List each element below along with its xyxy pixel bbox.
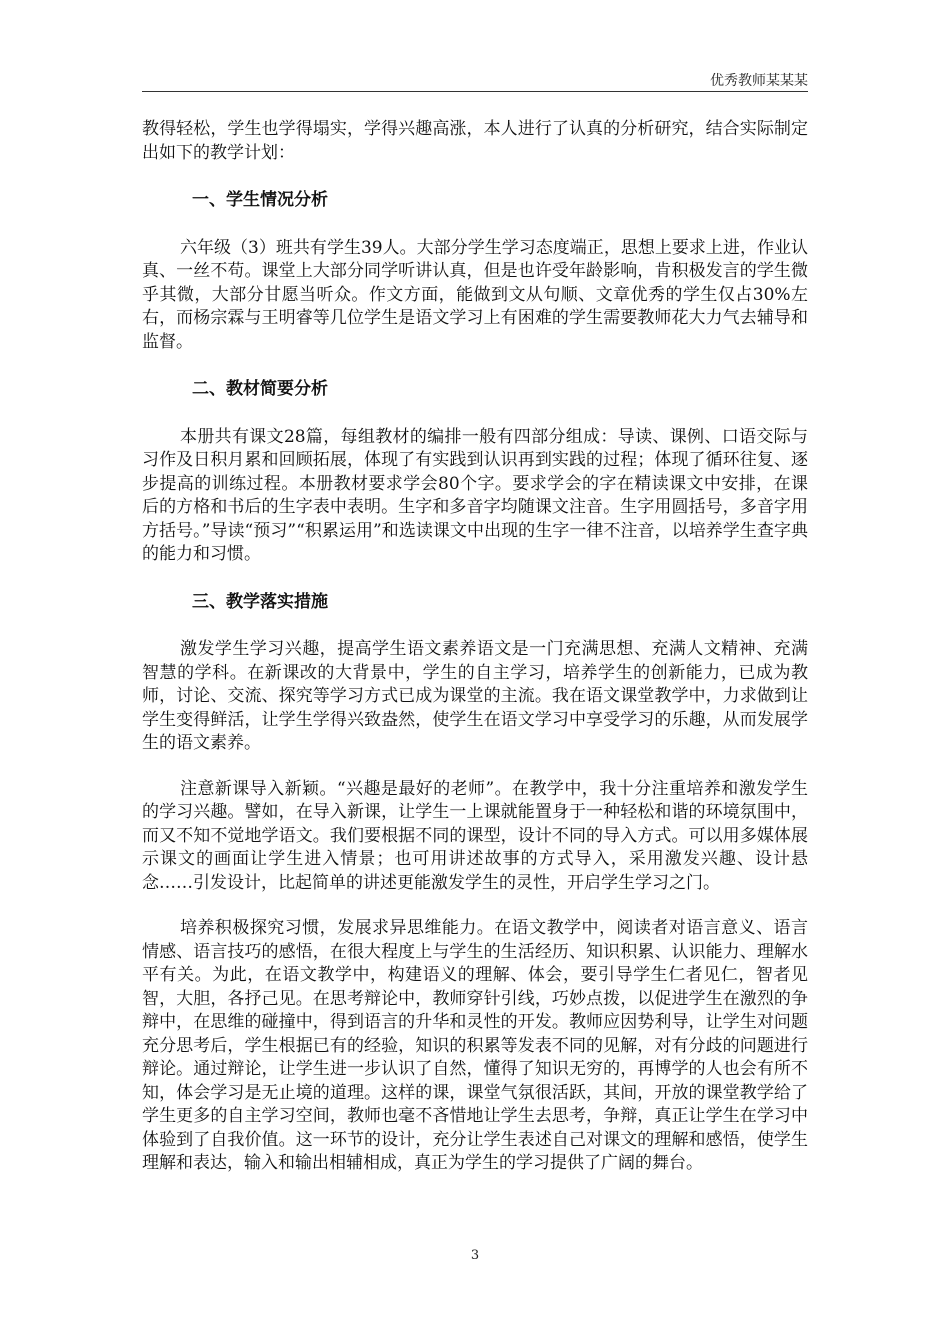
paragraph-interest: 激发学生学习兴趣，提高学生语文素养语文是一门充满思想、充满人文精神、充满智慧的学科。在新课改的大背景中，学生的自主学习，培养学生的创新能力，已成为教师，讨论、交流、探究等学习方式已成为课堂的主流。我在语文课堂教学中，力求做到让学生变得鲜活，让学生学得兴致盎然，使学生在语文学习中享受学习的乐趣，从而发展学生的语文素养。 [142, 639, 808, 753]
paragraph-inquiry-habits: 培养积极探究习惯，发展求异思维能力。在语文教学中，阅读者对语言意义、语言情感、语言技巧的感悟，在很大程度上与学生的生活经历、知识积累、认识能力、理解水平有关。为此，在语文教学中，构建语义的理解、体会，要引导学生仁者见仁，智者见智，大胆，各抒己见。在思考辩论中，教师穿针引线，巧妙点拨，以促进学生在激烈的争辩中，在思维的碰撞中，得到语言的升华和灵性的开发。教师应因势利导，让学生对问题充分思考后，学生根据已有的经验，知识的积累等发表不同的见解，对有分歧的问题进行辩论。通过辩论，让学生进一步认识了自然，懂得了知识无穷的，再博学的人也会有所不知，体会学习是无止境的道理。这样的课，课堂气氛很活跃，其间，开放的课堂教学给了学生更多的自主学习空间，教师也毫不吝惜地让学生去思考，争辩，真正让学生在学习中体验到了自我价值。这一环节的设计，充分让学生表述自己对课文的理解和感悟，使学生理解和表达，输入和输出相辅相成，真正为学生的学习提供了广阔的舞台。 [142, 918, 808, 1173]
paragraph-lesson-introduction: 注意新课导入新颖。“兴趣是最好的老师”。在教学中，我十分注重培养和激发学生的学习兴趣。譬如，在导入新课，让学生一上课就能置身于一种轻松和谐的环境氛围中，而又不知不觉地学语文。我们要根据不同的课型，设计不同的导入方式。可以用多媒体展示课文的画面让学生进入情景；也可用讲述故事的方式导入，采用激发兴趣、设计悬念……引发设计，比起简单的讲述更能激发学生的灵性，开启学生学习之门。 [142, 778, 808, 893]
section-heading-student-analysis: 一、学生情况分析 [192, 190, 328, 210]
document-body [142, 118, 808, 1176]
paragraph-textbook-analysis: 本册共有课文28篇，每组教材的编排一般有四部分组成：导读、课例、口语交际与习作及日积月累和回顾拓展，体现了有实践到认识再到实践的过程；体现了循环往复、逐步提高的训练过程。本册教材要求学会80个字。要求学会的字在精读课文中安排，在课后的方格和书后的生字表中表明。生字和多音字均随课文注音。生字用圆括号，多音字用方括号。”导读“预习”“积累运用”和选读课文中出现的生字一律不注音，以培养学生查字典的能力和习惯。 [142, 426, 808, 564]
page-header: 优秀教师某某某 [710, 73, 808, 89]
page-number: 3 [470, 1248, 480, 1263]
section-heading-textbook-analysis: 二、教材简要分析 [192, 379, 328, 399]
header-divider [142, 91, 808, 92]
paragraph-student-analysis: 六年级（3）班共有学生39人。大部分学生学习态度端正，思想上要求上进，作业认真、一丝不苟。课堂上大部分同学听讲认真，但是也许受年龄影响，肯积极发言的学生微乎其微，大部分甘愿当听众。作文方面，能做到文从句顺、文章优秀的学生仅占30%左右，而杨宗霖与王明睿等几位学生是语文学习上有困难的学生需要教师花大力气去辅导和监督。 [142, 237, 808, 352]
section-heading-teaching-measures: 三、教学落实措施 [192, 591, 328, 612]
intro-paragraph: 教得轻松，学生也学得塌实，学得兴趣高涨，本人进行了认真的分析研究，结合实际制定出如下的教学计划： [142, 119, 808, 163]
